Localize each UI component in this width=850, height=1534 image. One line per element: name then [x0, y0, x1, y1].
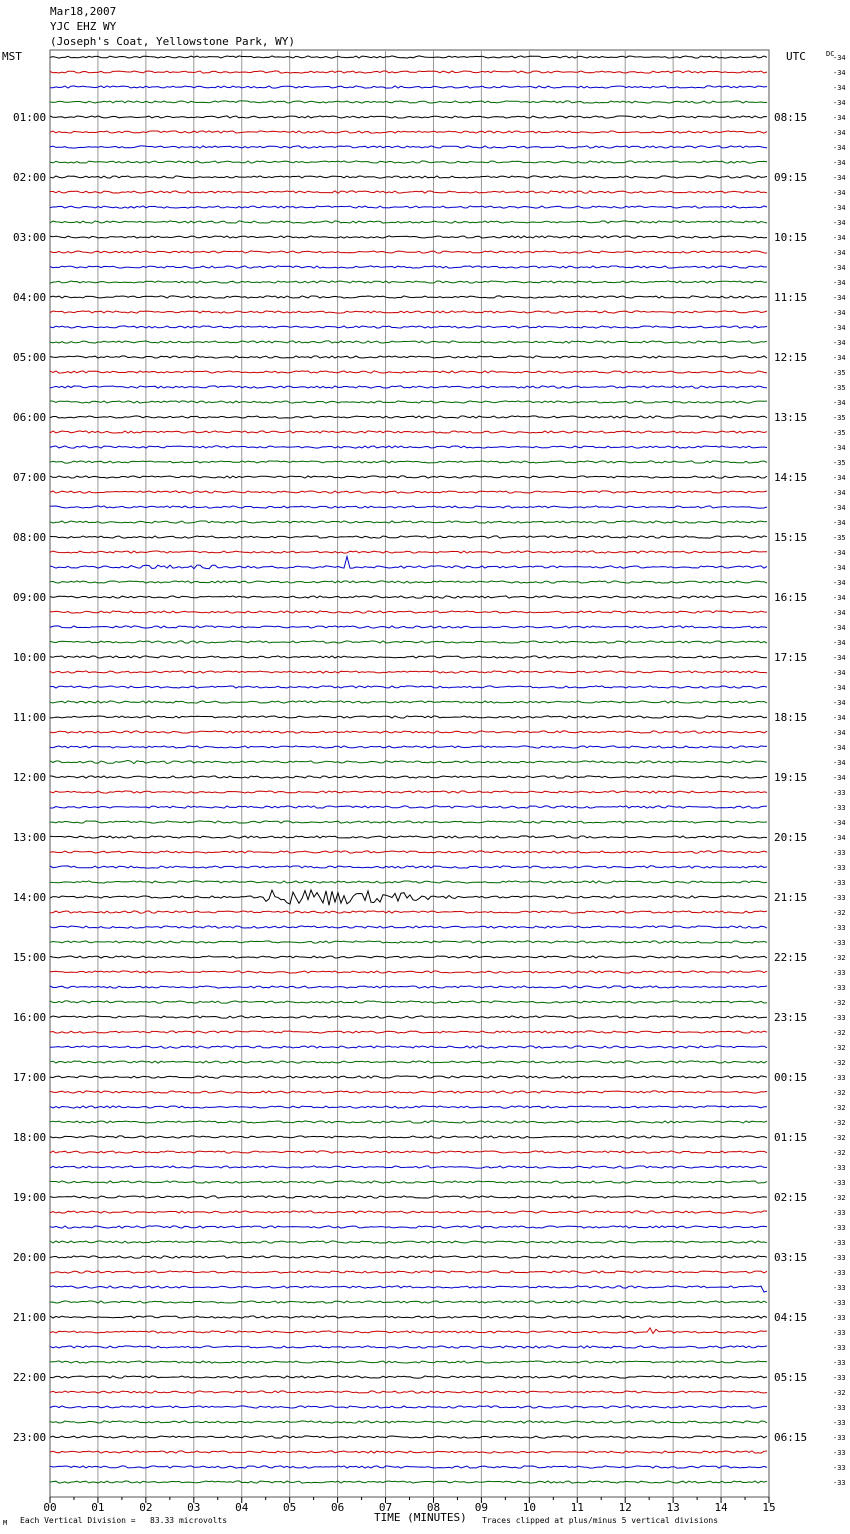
right-hour-label: 14:15	[774, 471, 808, 484]
dc-offset-label: -33	[833, 1419, 846, 1427]
trace-row-6	[50, 146, 767, 148]
trace-row-93	[50, 1451, 767, 1453]
dc-offset-label: -33	[833, 1224, 846, 1232]
left-timezone-label: MST	[2, 50, 22, 63]
dc-offset-label: -34	[833, 504, 846, 512]
left-hour-label: 12:00	[13, 771, 47, 784]
dc-offset-label: -33	[833, 1329, 846, 1337]
dc-offset-label: -33	[833, 1479, 846, 1487]
trace-row-16	[50, 296, 767, 298]
trace-row-8	[50, 176, 767, 178]
trace-row-64	[50, 1016, 767, 1018]
dc-offset-label: -34	[833, 219, 846, 227]
trace-row-80	[50, 1256, 767, 1258]
dc-offset-label: -34	[833, 129, 846, 137]
dc-offset-label: -34	[833, 249, 846, 257]
right-hour-label: 17:15	[774, 651, 808, 664]
left-hour-label: 07:00	[13, 471, 47, 484]
x-tick-label: 00	[43, 1501, 57, 1514]
left-hour-label: 06:00	[13, 411, 47, 424]
left-hour-label: 04:00	[13, 291, 47, 304]
right-hour-label: 18:15	[774, 711, 808, 724]
right-hour-label: 09:15	[774, 171, 808, 184]
dc-offset-label: -34	[833, 549, 846, 557]
plot-date: Mar18,2007	[50, 5, 117, 18]
dc-offset-label: -34	[833, 699, 846, 707]
trace-row-51	[50, 821, 767, 823]
x-tick-label: 11	[570, 1501, 584, 1514]
trace-row-25	[50, 431, 767, 433]
trace-row-71	[50, 1121, 767, 1123]
right-hour-label: 13:15	[774, 411, 808, 424]
trace-row-30	[50, 506, 767, 508]
dc-offset-label: -34	[833, 324, 846, 332]
trace-row-52	[50, 836, 767, 838]
trace-row-15	[50, 281, 767, 283]
trace-row-66	[50, 1046, 767, 1048]
left-hour-label: 15:00	[13, 951, 47, 964]
dc-offset-label: -33	[833, 1269, 846, 1277]
trace-row-22	[50, 386, 767, 388]
x-tick-label: 14	[714, 1501, 728, 1514]
left-hour-label: 20:00	[13, 1251, 47, 1264]
left-hour-label: 10:00	[13, 651, 47, 664]
trace-row-56	[50, 890, 767, 905]
trace-row-75	[50, 1181, 767, 1183]
trace-row-48	[50, 776, 767, 778]
trace-row-83	[50, 1301, 767, 1303]
trace-row-60	[50, 956, 767, 958]
trace-row-33	[50, 551, 767, 553]
left-hour-label: 13:00	[13, 831, 47, 844]
trace-row-32	[50, 536, 767, 538]
dc-offset-label: -33	[833, 849, 846, 857]
dc-offset-label: -32	[833, 1029, 846, 1037]
dc-offset-label: -34	[833, 234, 846, 242]
trace-row-79	[50, 1241, 767, 1243]
trace-row-10	[50, 206, 767, 208]
right-hour-label: 05:15	[774, 1371, 808, 1384]
trace-row-59	[50, 941, 767, 943]
right-hour-label: 06:15	[774, 1431, 808, 1444]
left-hour-label: 23:00	[13, 1431, 47, 1444]
trace-row-70	[50, 1106, 767, 1108]
trace-row-53	[50, 851, 767, 853]
dc-offset-label: -34	[833, 474, 846, 482]
trace-row-81	[50, 1271, 767, 1273]
trace-row-76	[50, 1196, 767, 1198]
left-hour-label: 11:00	[13, 711, 47, 724]
dc-offset-label: -34	[833, 309, 846, 317]
dc-offset-label: -33	[833, 1014, 846, 1022]
dc-offset-label: -33	[833, 1434, 846, 1442]
trace-row-62	[50, 986, 767, 988]
right-hour-label: 21:15	[774, 891, 808, 904]
trace-row-37	[50, 611, 767, 613]
dc-offset-label: -34	[833, 714, 846, 722]
dc-offset-label: -32	[833, 1134, 846, 1142]
dc-offset-label: -32	[833, 1044, 846, 1052]
trace-row-26	[50, 446, 767, 448]
right-hour-label: 22:15	[774, 951, 808, 964]
trace-row-94	[50, 1466, 767, 1468]
dc-offset-label: -33	[833, 1404, 846, 1412]
dc-offset-label: -33	[833, 1359, 846, 1367]
dc-offset-label: -32	[833, 1194, 846, 1202]
dc-offset-label: -34	[833, 354, 846, 362]
trace-row-58	[50, 926, 767, 928]
dc-offset-label: -34	[833, 684, 846, 692]
trace-row-36	[50, 596, 767, 598]
left-hour-label: 19:00	[13, 1191, 47, 1204]
left-hour-label: 16:00	[13, 1011, 47, 1024]
trace-row-86	[50, 1346, 767, 1348]
dc-offset-label: -34	[833, 564, 846, 572]
trace-row-1	[50, 71, 767, 73]
trace-row-5	[50, 131, 767, 133]
dc-offset-label: -34	[833, 159, 846, 167]
x-tick-label: 06	[330, 1501, 345, 1514]
right-hour-label: 15:15	[774, 531, 808, 544]
dc-offset-label: -33	[833, 1254, 846, 1262]
trace-row-39	[50, 641, 767, 643]
dc-offset-label: -35	[833, 534, 846, 542]
dc-offset-label: -34	[833, 639, 846, 647]
trace-row-72	[50, 1136, 767, 1138]
trace-row-43	[50, 701, 767, 703]
dc-offset-label: -34	[833, 654, 846, 662]
dc-offset-label: -33	[833, 789, 846, 797]
dc-offset-label: -34	[833, 54, 846, 62]
x-tick-label: 07	[378, 1501, 393, 1514]
dc-offset-label: -32	[833, 1059, 846, 1067]
trace-row-20	[50, 356, 767, 358]
trace-row-88	[50, 1376, 767, 1378]
trace-row-82	[50, 1286, 767, 1292]
trace-row-7	[50, 161, 767, 163]
right-hour-label: 19:15	[774, 771, 808, 784]
trace-row-61	[50, 971, 767, 973]
left-hour-label: 03:00	[13, 231, 47, 244]
dc-offset-label: -33	[833, 1314, 846, 1322]
trace-row-35	[50, 581, 767, 583]
dc-offset-label: -33	[833, 1299, 846, 1307]
x-tick-label: 01	[91, 1501, 105, 1514]
trace-row-95	[50, 1481, 767, 1483]
trace-row-47	[50, 760, 767, 763]
dc-offset-label: -34	[833, 114, 846, 122]
trace-row-78	[50, 1226, 767, 1228]
trace-row-69	[50, 1091, 767, 1093]
dc-offset-label: -34	[833, 759, 846, 767]
trace-row-28	[50, 476, 767, 478]
trace-row-29	[50, 491, 767, 493]
dc-offset-label: -34	[833, 489, 846, 497]
trace-row-45	[50, 731, 767, 733]
trace-row-2	[50, 86, 767, 88]
trace-row-77	[50, 1211, 767, 1213]
dc-offset-label: -33	[833, 1179, 846, 1187]
right-hour-label: 10:15	[774, 231, 808, 244]
trace-row-87	[50, 1361, 767, 1363]
clip-note: Traces clipped at plus/minus 5 vertical divisions	[482, 1516, 719, 1525]
left-hour-label: 01:00	[13, 111, 47, 124]
station-code: YJC EHZ WY	[50, 20, 117, 33]
dc-offset-label: -35	[833, 414, 846, 422]
dc-offset-label: -32	[833, 999, 846, 1007]
dc-offset-label: -33	[833, 1449, 846, 1457]
dc-offset-label: -32	[833, 909, 846, 917]
x-tick-label: 03	[187, 1501, 201, 1514]
trace-row-11	[50, 221, 767, 223]
left-hour-label: 05:00	[13, 351, 47, 364]
dc-offset-label: -33	[833, 984, 846, 992]
dc-offset-label: -34	[833, 729, 846, 737]
right-hour-label: 00:15	[774, 1071, 808, 1084]
dc-offset-label: -33	[833, 1164, 846, 1172]
trace-row-23	[50, 401, 767, 403]
trace-row-0	[50, 56, 767, 58]
dc-offset-label: -33	[833, 864, 846, 872]
left-hour-label: 09:00	[13, 591, 47, 604]
trace-row-41	[50, 671, 767, 673]
right-hour-label: 12:15	[774, 351, 808, 364]
dc-offset-label: -34	[833, 444, 846, 452]
trace-row-84	[50, 1316, 767, 1318]
dc-offset-label: -33	[833, 894, 846, 902]
dc-offset-label: -34	[833, 594, 846, 602]
left-hour-label: 17:00	[13, 1071, 47, 1084]
x-tick-label: 13	[666, 1501, 680, 1514]
right-timezone-label: UTC	[786, 50, 806, 63]
left-hour-label: 22:00	[13, 1371, 47, 1384]
trace-row-92	[50, 1436, 767, 1438]
trace-row-40	[50, 656, 767, 658]
right-hour-label: 08:15	[774, 111, 808, 124]
x-tick-label: 02	[139, 1501, 153, 1514]
dc-offset-label: -34	[833, 99, 846, 107]
dc-offset-label: -34	[833, 294, 846, 302]
dc-offset-label: -34	[833, 624, 846, 632]
dc-offset-label: -32	[833, 954, 846, 962]
right-hour-label: 20:15	[774, 831, 808, 844]
dc-offset-label: -33	[833, 969, 846, 977]
left-hour-label: 08:00	[13, 531, 47, 544]
dc-offset-label: -33	[833, 1344, 846, 1352]
trace-row-27	[50, 461, 767, 463]
dc-offset-label: -32	[833, 1119, 846, 1127]
dc-offset-label: -34	[833, 174, 846, 182]
x-tick-label: 10	[522, 1501, 536, 1514]
trace-row-74	[50, 1166, 767, 1168]
trace-row-63	[50, 1001, 767, 1003]
trace-row-38	[50, 626, 767, 628]
trace-row-12	[50, 236, 767, 238]
dc-offset-label: -33	[833, 1374, 846, 1382]
trace-row-42	[50, 686, 767, 688]
right-hour-label: 16:15	[774, 591, 808, 604]
trace-row-49	[50, 791, 767, 793]
dc-offset-label: -34	[833, 519, 846, 527]
x-tick-label: 08	[426, 1501, 441, 1514]
trace-row-17	[50, 311, 767, 313]
dc-offset-label: -33	[833, 879, 846, 887]
trace-row-44	[50, 716, 767, 718]
dc-offset-label: -32	[833, 1104, 846, 1112]
seismic-traces	[50, 56, 767, 1483]
scale-note: Each Vertical Division = 83.33 microvolts	[20, 1516, 228, 1525]
dc-offset-label: -35	[833, 369, 846, 377]
x-axis-label: TIME (MINUTES)	[374, 1511, 467, 1524]
trace-row-24	[50, 416, 767, 418]
dc-offset-label: -34	[833, 819, 846, 827]
trace-row-14	[50, 266, 767, 268]
x-tick-label: 12	[618, 1501, 632, 1514]
x-tick-label: 04	[235, 1501, 249, 1514]
trace-row-73	[50, 1151, 767, 1153]
right-hour-label: 11:15	[774, 291, 808, 304]
trace-row-67	[50, 1061, 767, 1063]
right-hour-label: 04:15	[774, 1311, 808, 1324]
dc-offset-label: -34	[833, 774, 846, 782]
dc-offset-label: -34	[833, 669, 846, 677]
dc-offset-label: -34	[833, 279, 846, 287]
dc-offset-label: -33	[833, 939, 846, 947]
trace-row-90	[50, 1406, 767, 1408]
dc-offset-label: -35	[833, 459, 846, 467]
dc-offset-label: -33	[833, 1239, 846, 1247]
right-hour-label: 02:15	[774, 1191, 808, 1204]
dc-offset-label: -32	[833, 1089, 846, 1097]
dc-offset-label: -33	[833, 924, 846, 932]
dc-offset-header: DC	[826, 50, 835, 58]
station-location: (Joseph's Coat, Yellowstone Park, WY)	[50, 35, 296, 48]
dc-offset-label: -34	[833, 264, 846, 272]
trace-row-85	[50, 1328, 767, 1334]
trace-row-46	[50, 746, 767, 748]
trace-row-54	[50, 866, 767, 868]
trace-row-50	[50, 806, 767, 808]
dc-offset-label: -34	[833, 609, 846, 617]
trace-row-9	[50, 191, 767, 193]
dc-offset-label: -33	[833, 1284, 846, 1292]
trace-row-65	[50, 1031, 767, 1033]
dc-offset-label: -34	[833, 744, 846, 752]
left-hour-label: 02:00	[13, 171, 47, 184]
trace-row-4	[50, 116, 767, 118]
dc-offset-label: -35	[833, 429, 846, 437]
left-hour-label: 18:00	[13, 1131, 47, 1144]
trace-row-68	[50, 1076, 767, 1078]
trace-row-91	[50, 1421, 767, 1423]
trace-row-55	[50, 881, 767, 883]
right-hour-label: 01:15	[774, 1131, 808, 1144]
trace-row-21	[50, 371, 767, 373]
left-hour-label: 14:00	[13, 891, 47, 904]
trace-row-57	[50, 911, 767, 913]
trace-row-34	[50, 557, 767, 569]
dc-offset-label: -34	[833, 834, 846, 842]
trace-row-3	[50, 101, 767, 103]
trace-row-18	[50, 326, 767, 328]
dc-offset-label: -34	[833, 144, 846, 152]
corner-mark: M	[3, 1519, 8, 1527]
dc-offset-label: -34	[833, 84, 846, 92]
x-tick-label: 15	[762, 1501, 776, 1514]
dc-offset-label: -32	[833, 1149, 846, 1157]
dc-offset-label: -34	[833, 69, 846, 77]
dc-offset-label: -33	[833, 1464, 846, 1472]
dc-offset-label: -32	[833, 1389, 846, 1397]
dc-offset-label: -33	[833, 804, 846, 812]
dc-offset-label: -34	[833, 579, 846, 587]
dc-offset-label: -35	[833, 384, 846, 392]
right-hour-label: 03:15	[774, 1251, 808, 1264]
dc-offset-label: -33	[833, 1209, 846, 1217]
trace-row-19	[50, 341, 767, 343]
x-tick-label: 05	[283, 1501, 297, 1514]
dc-offset-label: -33	[833, 1074, 846, 1082]
x-tick-label: 09	[474, 1501, 489, 1514]
trace-row-31	[50, 521, 767, 523]
left-hour-label: 21:00	[13, 1311, 47, 1324]
trace-row-89	[50, 1391, 767, 1393]
dc-offset-label: -34	[833, 204, 846, 212]
dc-offset-label: -34	[833, 399, 846, 407]
dc-offset-label: -34	[833, 189, 846, 197]
trace-row-13	[50, 251, 767, 253]
dc-offset-label: -34	[833, 339, 846, 347]
right-hour-label: 23:15	[774, 1011, 808, 1024]
